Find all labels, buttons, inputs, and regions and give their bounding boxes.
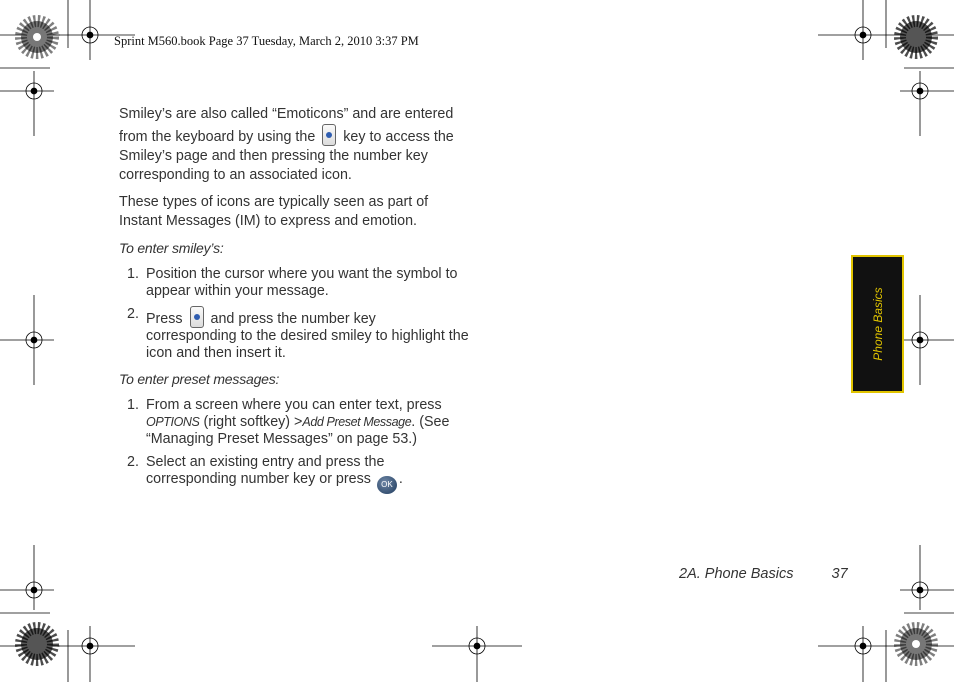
step-text-a: Select an existing entry and press the corresponding number key or press bbox=[146, 454, 385, 487]
ok-key-icon: OK bbox=[377, 476, 397, 494]
step-number: 1. bbox=[127, 266, 139, 282]
step-number: 2. bbox=[127, 306, 139, 322]
step-number: 1. bbox=[127, 397, 139, 413]
side-tab-label: Phone Basics bbox=[870, 287, 885, 361]
body-column bbox=[119, 105, 469, 502]
page-footer bbox=[679, 566, 848, 582]
step-text-a: From a screen where you can enter text, press bbox=[146, 397, 442, 413]
step-text-b: . bbox=[398, 471, 403, 487]
menu-arrow: > bbox=[294, 414, 303, 430]
intro-text-a: Smiley’s are also called “Emoticons” and are entered from the keyboard by using the bbox=[119, 106, 454, 145]
smiley-key-icon bbox=[190, 306, 204, 328]
footer-section: 2A. Phone Basics bbox=[679, 566, 794, 582]
footer-page-number: 37 bbox=[831, 566, 848, 582]
preset-step-1 bbox=[119, 397, 469, 448]
step-text-b: and press the number key corresponding to the desired smiley to highlight the icon and then insert it. bbox=[146, 311, 469, 361]
add-preset-message-label: Add Preset Message bbox=[302, 415, 412, 429]
smileys-steps bbox=[119, 266, 469, 362]
smiley-key-icon bbox=[322, 124, 336, 146]
smileys-lead: To enter smiley’s: bbox=[119, 240, 224, 256]
preset-step-2 bbox=[119, 454, 469, 494]
smileys-step-2 bbox=[119, 306, 469, 362]
step-text-b: (right softkey) bbox=[203, 414, 291, 430]
step-text: Position the cursor where you want the symbol to appear within your message. bbox=[146, 266, 458, 299]
smileys-step-1 bbox=[119, 266, 469, 300]
step-text-c: . (See “Managing Preset Messages” on page 53.) bbox=[146, 414, 450, 447]
intro-text-b: key to access the Smiley’s page and then pressing the number key corresponding to an associated icon. bbox=[119, 129, 454, 183]
book-slug-header: Sprint M560.book Page 37 Tuesday, March 2, 2010 3:37 PM bbox=[114, 34, 419, 48]
step-number: 2. bbox=[127, 454, 139, 470]
section-side-tab bbox=[851, 255, 904, 393]
intro-paragraph-1 bbox=[119, 105, 469, 185]
preset-steps bbox=[119, 397, 469, 494]
intro-paragraph-2: These types of icons are typically seen as part of Instant Messages (IM) to express and emotion. bbox=[119, 194, 429, 229]
options-softkey-label: OPTIONS bbox=[146, 415, 200, 429]
preset-lead: To enter preset messages: bbox=[119, 371, 280, 387]
step-text-a: Press bbox=[146, 311, 183, 327]
